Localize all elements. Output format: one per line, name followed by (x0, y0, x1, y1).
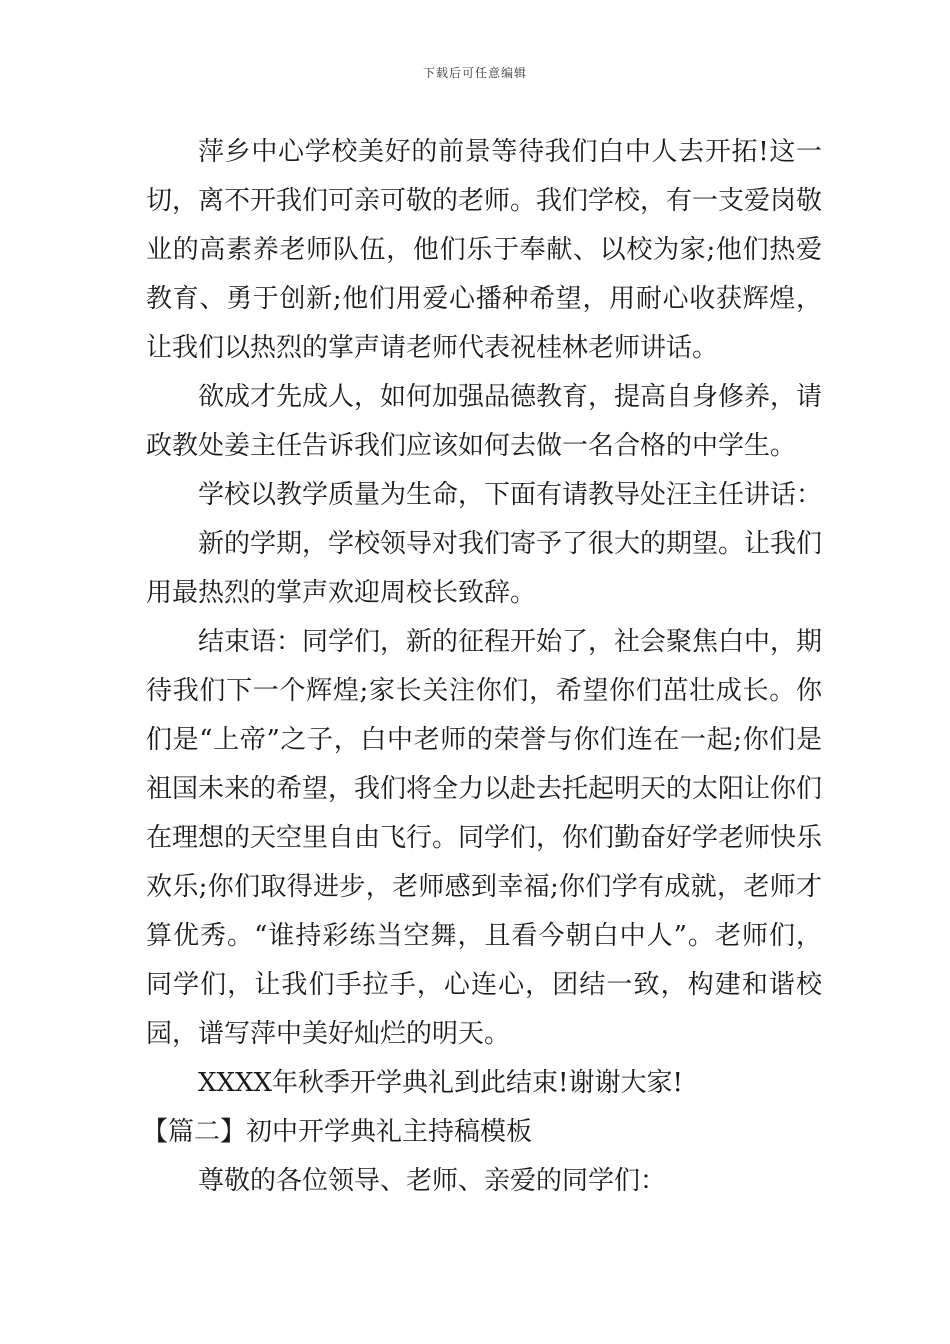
paragraph-principal-speech: 新的学期，学校领导对我们寄予了很大的期望。让我们用最热烈的掌声欢迎周校长致辞。 (146, 529, 823, 608)
section-heading: 【篇二】初中开学典礼主持稿模板 (142, 1117, 533, 1147)
greeting-line: 尊敬的各位领导、老师、亲爱的同学们： (198, 1166, 667, 1196)
header-note: 下载后可任意编辑 (422, 66, 527, 80)
paragraph-teaching-quality: 学校以教学质量为生命，下面有请教导处汪主任讲话： (198, 480, 823, 510)
paragraph-moral-education: 欲成才先成人，如何加强品德教育，提高自身修养，请政教处姜主任告诉我们应该如何去做一名合格的中学生。 (146, 382, 823, 461)
document-body (142, 128, 823, 1206)
paragraph-ceremony-end: XXXX年秋季开学典礼到此结束!谢谢大家! (198, 1068, 683, 1098)
paragraph-teacher-intro: 萍乡中心学校美好的前景等待我们白中人去开拓!这一切，离不开我们可亲可敬的老师。我们学校，有一支爱岗敬业的高素养老师队伍，他们乐于奉献、以校为家;他们热爱教育、勇于创新;他们用爱心播种希望，用耐心收获辉煌，让我们以热烈的掌声请老师代表祝桂林老师讲话。 (146, 137, 823, 363)
paragraph-closing-remarks: 结束语：同学们，新的征程开始了，社会聚焦白中，期待我们下一个辉煌;家长关注你们，希望你们茁壮成长。你们是“上帝”之子，白中老师的荣誉与你们连在一起;你们是祖国未来的希望，我们将全力以赴去托起明天的太阳让你们在理想的天空里自由飞行。同学们，你们勤奋好学老师快乐欢乐;你们取得进步，老师感到幸福;你们学有成就，老师才算优秀。“谁持彩练当空舞，且看今朝白中人”。老师们，同学们，让我们手拉手，心连心，团结一致，构建和谐校园，谱写萍中美好灿烂的明天。 (146, 627, 823, 1049)
